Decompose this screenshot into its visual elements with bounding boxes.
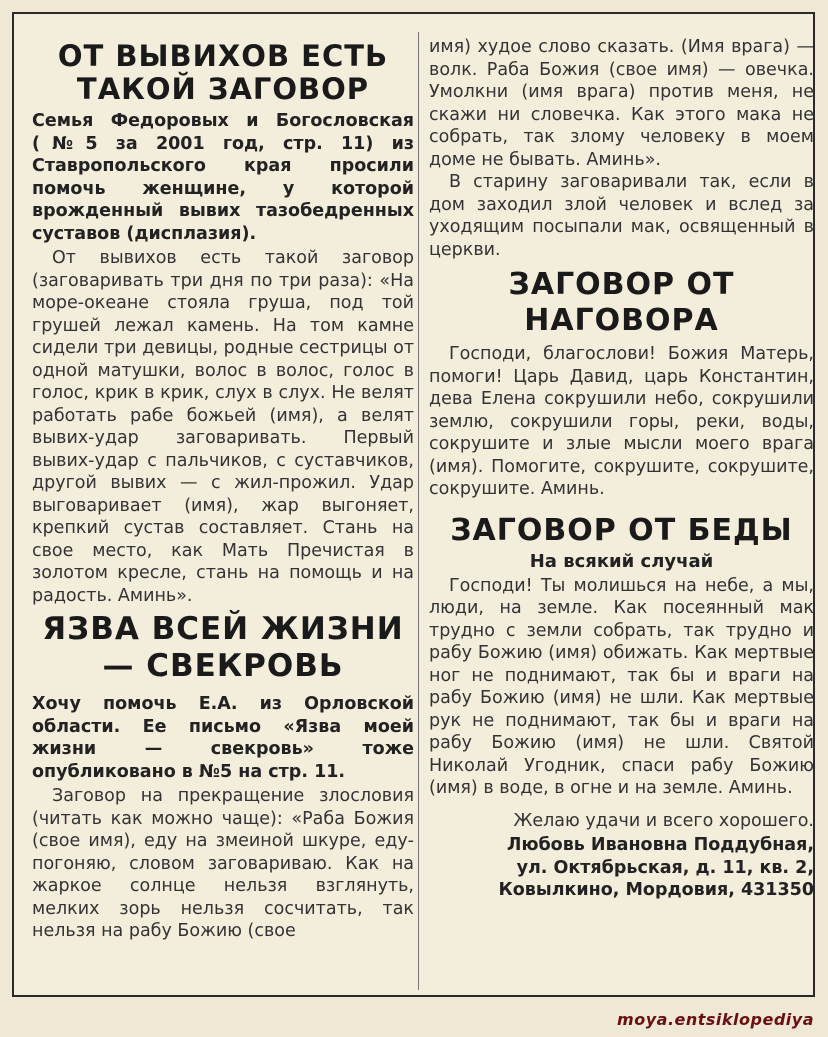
newspaper-clipping — [12, 12, 815, 997]
article1-lead: Семья Федоровых и Богословская (№5 за 2001 год, стр. 11) из Ставропольского края просили помочь женщине, у которой врожденный вывих тазобедренных суставов (дисплазия). — [32, 111, 414, 244]
author-wish: Желаю удачи и всего хорошего. — [513, 810, 814, 831]
author-name: Любовь Ивановна Поддубная, — [506, 835, 814, 855]
article3-title: ЗАГОВОР ОТ НАГОВОРА — [508, 267, 735, 338]
right-column — [429, 36, 814, 902]
article2-body-2: В старину заговаривали так, если в дом заходил злой человек и вслед за уходящим посыпали мак, освященный в церкви. — [429, 172, 814, 260]
article3-body: Господи, благослови! Божия Матерь, помоги! Царь Давид, царь Константин, дева Елена сокрушили небо, сокрушили землю, сокрушили горы, реки, воды, сокрушите и злые мысли моего врага (имя). Помогите, сокрушите, сокрушите, сокрушите. Аминь. — [429, 344, 814, 499]
article1-title: ОТ ВЫВИХОВ ЕСТЬ ТАКОЙ ЗАГОВОР — [57, 39, 389, 106]
column-divider — [418, 32, 419, 990]
article4-subtitle: На всякий случай — [529, 550, 714, 572]
article2-body: Заговор на прекращение злословия (читать как можно чаще): «Раба Божия (свое имя), еду на змеиной шкуре, еду-погоняю, словом заговариваю. Как на жаркое солнце нельзя взглянуть, мелких зорь нельзя сосчитать, так нельзя на рабу Божию (свое — [32, 786, 414, 941]
author-address-line1: ул. Октябрьская, д. 11, кв. 2, — [516, 857, 814, 878]
left-column — [32, 40, 414, 943]
site-watermark: moya.entsiklopediya — [617, 1010, 814, 1029]
article4-title: ЗАГОВОР ОТ БЕДЫ — [450, 512, 793, 548]
author-address-line2: Ковылкино, Мордовия, 431350 — [498, 880, 814, 900]
article2-lead: Хочу помочь Е.А. из Орловской области. Ее письмо «Язва моей жизни — свекровь» тоже опубликовано в №5 на стр. 11. — [32, 694, 414, 782]
article4-body: Господи! Ты молишься на небе, а мы, люди, на земле. Как посеянный мак трудно с земли собрать, так трудно и рабу Божию (имя) обижать. Как мертвые ног не поднимают, так бы и враги на рабу Божию (имя) не шли. Как мертвые рук не поднимают, так бы и враги на рабу Божию (имя) не шли. Святой Николай Угодник, спаси рабу Божию (имя) в воде, в огне и на земле. Аминь. — [429, 575, 814, 798]
article1-body: От вывихов есть такой заговор (заговаривать три дня по три раза): «На море-океане стояла груша, под той грушей лежал камень. На том камне сидели три девицы, родные сестрицы от одной матушки, волос в волос, голос в голос, крик в крик, слух в слух. Не велят работать рабе божьей (имя), а велят вывих-удар заговаривать. Первый вывих-удар с пальчиков, с суставчиков, другой вывих — с жил-прожил. Удар выговаривает (имя), жар выгоняет, крепкий сустав составляет. Стань на свое место, как Мать Пречистая в золотом кресле, стань на помощь и на радость. Аминь». — [32, 248, 415, 606]
article2-title: ЯЗВА ВСЕЙ ЖИЗНИ — СВЕКРОВЬ — [42, 611, 404, 684]
article2-body-continued: имя) худое слово сказать. (Имя врага) — волк. Раба Божия (свое имя) — овечка. Умолкни (имя врага) против меня, не скажи ни словечка. Как этого мака не собрать, так злому человеку в моем доме не бывать. Аминь». — [429, 37, 814, 170]
